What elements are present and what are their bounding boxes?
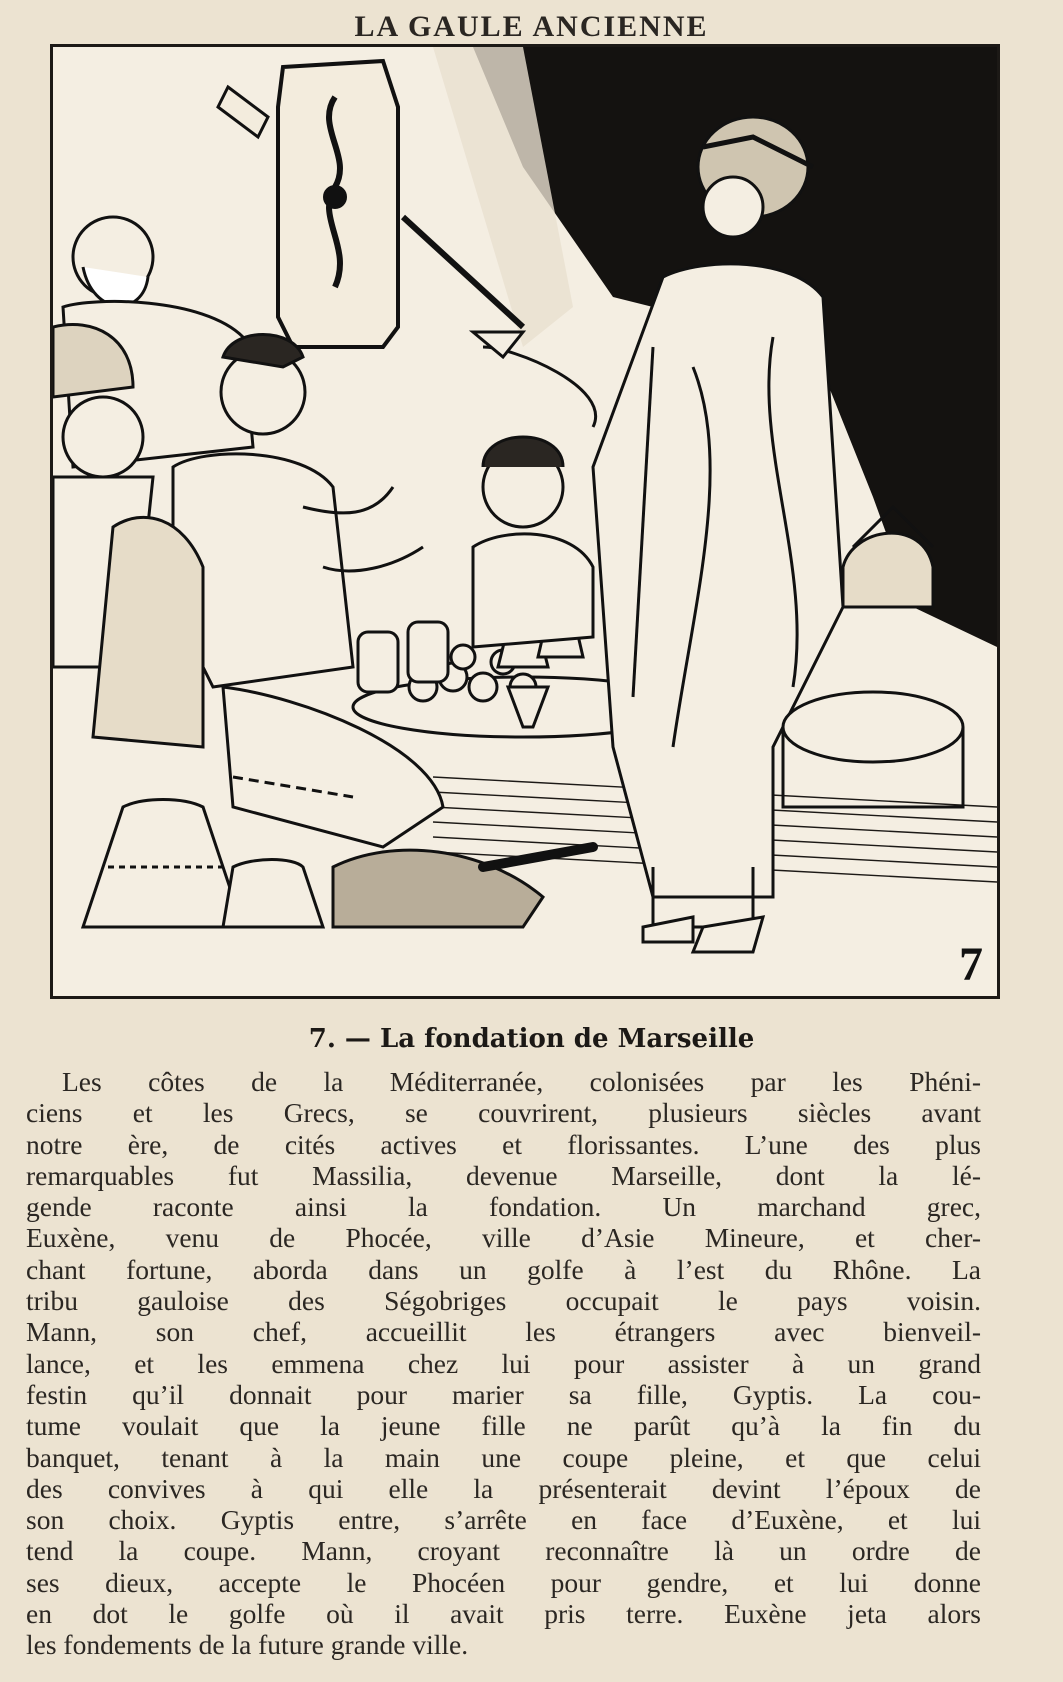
bone xyxy=(483,847,593,867)
body-text xyxy=(26,1066,981,1661)
body-line: tribu gauloise des Ségobriges occupait le pays voisin. xyxy=(26,1285,981,1317)
wall-shield xyxy=(278,61,398,347)
body-line: les fondements de la future grande ville. xyxy=(26,1629,469,1661)
round-table-right xyxy=(783,692,963,807)
body-line: des convives à qui elle la présenterait devint l’époux de xyxy=(26,1472,981,1504)
plate-number: 7 xyxy=(959,938,983,991)
body-line: tume voulait que la jeune fille ne parût qu’à la fin du xyxy=(26,1410,981,1442)
body-line: ses dieux, accepte le Phocéen pour gendre, et lui donne xyxy=(26,1566,981,1598)
sword-hilt xyxy=(218,87,268,137)
engraving-illustration xyxy=(53,47,997,996)
body-line: ciens et les Grecs, se couvrirent, plusieurs siècles avant xyxy=(26,1097,981,1129)
body-line: notre ère, de cités actives et florissantes. L’une des plus xyxy=(26,1128,981,1160)
body-line: banquet, tenant à la main une coupe pleine, et que celui xyxy=(26,1441,981,1473)
body-line: en dot le golfe où il avait pris terre. Euxène jeta alors xyxy=(26,1598,981,1630)
series-title: LA GAULE ANCIENNE xyxy=(354,10,709,43)
body-line: lance, et les emmena chez lui pour assister à un grand xyxy=(26,1347,981,1379)
illustration-panel xyxy=(50,44,1000,999)
body-line: Mann, son chef, accueillit les étrangers avec bienveil- xyxy=(26,1316,981,1348)
body-line: Les côtes de la Méditerranée, colonisées par les Phéni- xyxy=(62,1066,981,1097)
seated-gaul-center xyxy=(473,437,593,647)
body-line: gende raconte ainsi la fondation. Un marchand grec, xyxy=(26,1191,981,1223)
body-line: chant fortune, aborda dans un golfe à l’est du Rhône. La xyxy=(26,1253,981,1285)
body-line: festin qu’il donnait pour marier sa fille, Gyptis. La cou- xyxy=(26,1378,981,1410)
body-line: son choix. Gyptis entre, s’arrête en face d’Euxène, et lui xyxy=(26,1504,981,1536)
body-line: remarquables fut Massilia, devenue Marseille, dont la lé- xyxy=(26,1159,981,1191)
caption-title: 7. — La fondation de Marseille xyxy=(308,1024,755,1054)
body-line: tend la coupe. Mann, croyant reconnaître là un ordre de xyxy=(26,1535,981,1567)
body-line: Euxène, venu de Phocée, ville d’Asie Mineure, et cher- xyxy=(26,1222,981,1254)
